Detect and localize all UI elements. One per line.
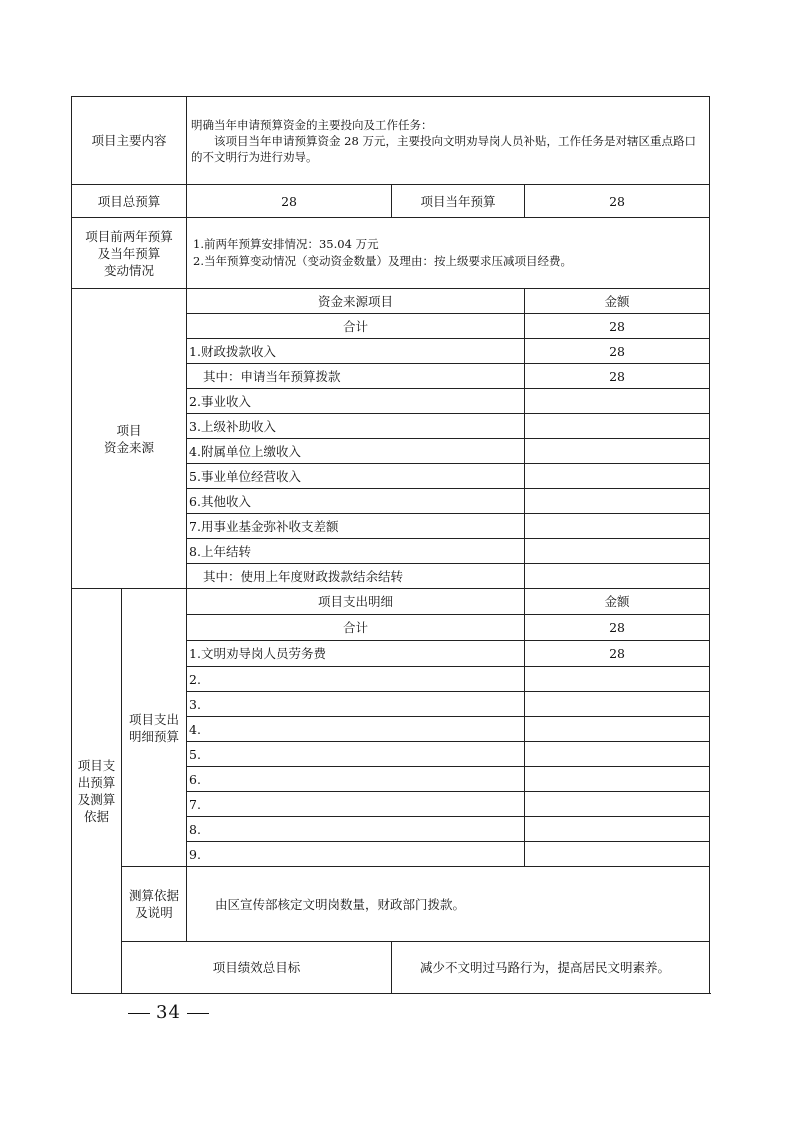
goal-label: 项目绩效总目标 xyxy=(122,942,392,994)
funding-item: 其中：申请当年预算拨款 xyxy=(187,364,525,389)
funding-amount xyxy=(525,564,710,589)
content-line-2: 该项目当年申请预算资金 28 万元，主要投向文明劝导岗人员补贴，工作任务是对辖区重点路口的不文明行为进行劝导。 xyxy=(191,133,696,164)
funding-amount xyxy=(525,414,710,439)
basis-label-line-1: 测算依据 xyxy=(129,888,180,903)
expenditure-header-row xyxy=(72,589,710,615)
basis-label xyxy=(122,867,187,942)
funding-amount: 28 xyxy=(525,339,710,364)
funding-item-header: 资金来源项目 xyxy=(187,289,525,314)
change-label-line-1: 项目前两年预算 xyxy=(85,228,173,244)
page-dash-left xyxy=(128,1013,150,1014)
funding-header-row xyxy=(72,289,710,314)
change-description xyxy=(187,218,710,289)
expenditure-item: 1.文明劝导岗人员劳务费 xyxy=(187,641,525,667)
content-label: 项目主要内容 xyxy=(72,97,187,185)
expenditure-detail-label xyxy=(122,589,187,867)
expenditure-item: 4. xyxy=(187,717,525,742)
expenditure-item: 6. xyxy=(187,767,525,792)
detail-label-line-2: 明细预算 xyxy=(129,728,180,744)
funding-label-line-2: 资金来源 xyxy=(104,439,155,455)
expenditure-amount xyxy=(525,667,710,692)
expenditure-amount: 28 xyxy=(525,641,710,667)
expenditure-amount xyxy=(525,767,710,792)
expenditure-label-line-1: 项目支 xyxy=(77,758,116,773)
funding-item: 6.其他收入 xyxy=(187,489,525,514)
funding-item: 8.上年结转 xyxy=(187,539,525,564)
funding-item: 其中：使用上年度财政拨款结余结转 xyxy=(187,564,525,589)
content-description xyxy=(187,97,710,185)
total-budget-value: 28 xyxy=(187,185,392,218)
expenditure-item: 8. xyxy=(187,817,525,842)
funding-item: 7.用事业基金弥补收支差额 xyxy=(187,514,525,539)
funding-amount xyxy=(525,489,710,514)
expenditure-amount: 28 xyxy=(525,615,710,641)
goal-text: 减少不文明过马路行为，提高居民文明素养。 xyxy=(392,942,710,994)
funding-amount xyxy=(525,389,710,414)
basis-text: 由区宣传部核定文明岗数量，财政部门拨款。 xyxy=(187,867,710,942)
change-label-line-3: 变动情况 xyxy=(104,262,155,278)
funding-label-line-1: 项目 xyxy=(116,422,142,438)
content-row xyxy=(72,97,710,185)
expenditure-label-line-2: 出预算 xyxy=(77,775,116,790)
expenditure-amount xyxy=(525,717,710,742)
funding-item: 1.财政拨款收入 xyxy=(187,339,525,364)
expenditure-item: 3. xyxy=(187,692,525,717)
expenditure-amount xyxy=(525,817,710,842)
expenditure-item: 2. xyxy=(187,667,525,692)
funding-amount-header: 金额 xyxy=(525,289,710,314)
change-label xyxy=(72,218,187,289)
funding-label xyxy=(72,289,187,589)
project-budget-table xyxy=(71,96,710,994)
page-dash-right xyxy=(187,1013,209,1014)
content-line-1: 明确当年申请预算资金的主要投向及工作任务： xyxy=(191,117,433,132)
total-budget-label: 项目总预算 xyxy=(72,185,187,218)
detail-label-line-1: 项目支出 xyxy=(129,711,180,727)
expenditure-section-label xyxy=(72,589,122,994)
basis-label-line-2: 及说明 xyxy=(135,905,173,920)
change-label-line-2: 及当年预算 xyxy=(97,245,161,261)
page-number-value: 34 xyxy=(156,1002,181,1023)
page-number xyxy=(122,1002,215,1023)
change-row xyxy=(72,218,710,289)
funding-amount: 28 xyxy=(525,314,710,339)
budget-row xyxy=(72,185,710,218)
expenditure-amount xyxy=(525,692,710,717)
expenditure-label-line-4: 依据 xyxy=(83,809,109,824)
expenditure-amount-header: 金额 xyxy=(525,589,710,615)
goal-row xyxy=(72,942,710,994)
expenditure-item: 7. xyxy=(187,792,525,817)
expenditure-amount xyxy=(525,792,710,817)
current-budget-value: 28 xyxy=(525,185,710,218)
expenditure-amount xyxy=(525,842,710,867)
expenditure-amount xyxy=(525,742,710,767)
funding-amount xyxy=(525,464,710,489)
change-line-1: 1.前两年预算安排情况：35.04 万元 xyxy=(193,237,379,251)
funding-amount xyxy=(525,514,710,539)
expenditure-item: 9. xyxy=(187,842,525,867)
funding-amount: 28 xyxy=(525,364,710,389)
funding-amount xyxy=(525,539,710,564)
expenditure-item-header: 项目支出明细 xyxy=(187,589,525,615)
expenditure-item: 5. xyxy=(187,742,525,767)
funding-item: 4.附属单位上缴收入 xyxy=(187,439,525,464)
expenditure-item: 合计 xyxy=(187,615,525,641)
basis-row xyxy=(72,867,710,942)
funding-item: 5.事业单位经营收入 xyxy=(187,464,525,489)
current-budget-label: 项目当年预算 xyxy=(392,185,525,218)
funding-item: 合计 xyxy=(187,314,525,339)
change-line-2: 2.当年预算变动情况（变动资金数量）及理由：按上级要求压减项目经费。 xyxy=(193,254,572,268)
funding-item: 3.上级补助收入 xyxy=(187,414,525,439)
funding-item: 2.事业收入 xyxy=(187,389,525,414)
expenditure-label-line-3: 及测算 xyxy=(77,792,116,807)
funding-amount xyxy=(525,439,710,464)
